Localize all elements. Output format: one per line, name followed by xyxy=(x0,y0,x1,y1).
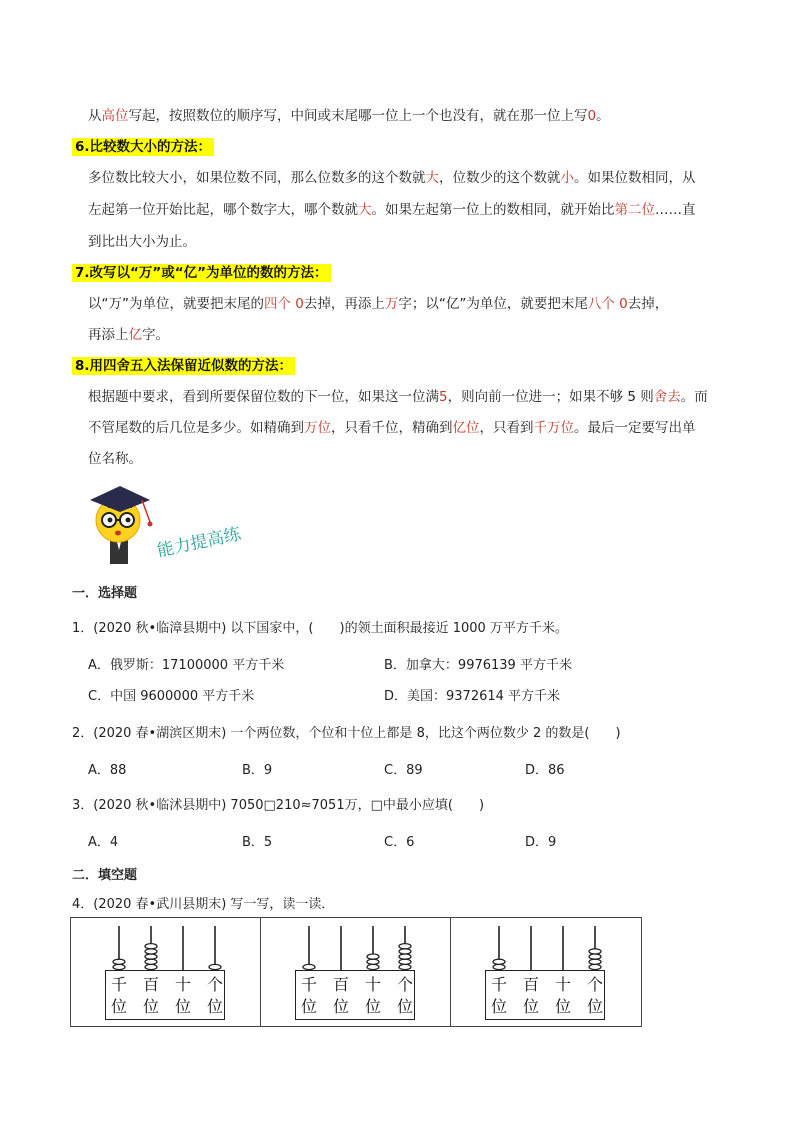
logo-title: 能力提高练 xyxy=(155,524,243,562)
highlight-text: 大 xyxy=(358,202,372,218)
q1-option-b[interactable]: B．加拿大：9976139 平方千米 xyxy=(384,658,572,673)
question-4-stem: 4．(2020 春•武川县期末) 写一写，读一读． xyxy=(72,897,335,912)
text: ，只看到 xyxy=(479,420,534,436)
text: 。最后一定要写出单 xyxy=(574,420,696,436)
place-label-top: 十 xyxy=(364,975,381,994)
text: 。如果位数相同，从 xyxy=(574,170,696,186)
text: 以“万”为单位，就要把末尾的 xyxy=(88,296,264,312)
s8-line-3: 位名称。 xyxy=(88,451,142,467)
text: 从 xyxy=(88,108,102,124)
section-7-heading xyxy=(72,261,331,281)
q1-option-a[interactable]: A．俄罗斯：17100000 平方千米 xyxy=(88,658,285,673)
s7-line-2 xyxy=(88,323,169,343)
section-8-heading xyxy=(72,354,295,374)
text: 根据题中要求，看到所要保留位数的下一位，如果这一位满 xyxy=(88,389,439,405)
highlight-text: 万位 xyxy=(304,420,331,436)
abacus-bead xyxy=(493,959,505,964)
text: ……直 xyxy=(655,202,696,218)
place-label-top: 十 xyxy=(174,975,191,994)
highlight-text: 八个 0 xyxy=(587,296,628,312)
abacus-bead xyxy=(145,959,157,964)
abacus-bead xyxy=(399,959,411,964)
s8-line-1 xyxy=(88,385,708,405)
place-label-top: 百 xyxy=(522,975,539,994)
q3-option-b[interactable]: B．5 xyxy=(242,835,273,850)
highlight-text: 第二位 xyxy=(614,202,655,218)
q2-option-b[interactable]: B．9 xyxy=(242,763,273,778)
text: ，位数少的这个数就 xyxy=(439,170,561,186)
abacus-bead xyxy=(145,944,157,949)
question-2-stem: 2．(2020 春•湖滨区期末) 一个两位数，个位和十位上都是 8，比这个两位数少 2 的数是( ) xyxy=(72,726,621,741)
abacus-bead xyxy=(113,964,125,969)
place-label-top: 百 xyxy=(332,975,349,994)
abacus-bead xyxy=(399,949,411,954)
abacus-empty-marker xyxy=(209,964,221,969)
text: 写起，按照数位的顺序写，中间或末尾哪一位上一个也没有，就在那一位上写 xyxy=(128,108,588,124)
abacus-bead xyxy=(113,959,125,964)
s7-line-1 xyxy=(88,292,668,312)
highlight-text: 0 xyxy=(587,108,597,124)
highlight-text: 高位 xyxy=(101,108,129,124)
highlight-text: 亿 xyxy=(128,327,142,343)
text: 。而 xyxy=(680,389,708,405)
q2-option-d[interactable]: D．86 xyxy=(525,763,565,778)
place-label-top: 千 xyxy=(110,975,127,994)
place-label-bottom: 位 xyxy=(110,997,127,1016)
abacus-bead xyxy=(303,964,315,969)
place-label-bottom: 位 xyxy=(490,997,507,1016)
abacus-bead xyxy=(589,959,601,964)
heading-text: 8.用四舍五入法保留近似数的方法： xyxy=(72,357,295,375)
place-label-bottom: 位 xyxy=(174,997,191,1016)
highlight-text: 舍去 xyxy=(653,389,681,405)
place-label-top: 个 xyxy=(206,975,223,994)
highlight-text: 大 xyxy=(425,170,439,186)
text: 再添上 xyxy=(88,327,129,343)
section-title-fill: 二．填空题 xyxy=(72,868,138,883)
text: 。如果左起第一位上的数相同，就开始比 xyxy=(371,202,615,218)
text: 多位数比较大小，如果位数不同，那么位数多的这个数就 xyxy=(88,170,426,186)
q2-option-c[interactable]: C．89 xyxy=(384,763,423,778)
abacus-rods xyxy=(261,918,450,974)
abacus-bead xyxy=(589,954,601,959)
place-label-top: 千 xyxy=(300,975,317,994)
text: ，则向前一位进一；如果不够 5 则 xyxy=(447,389,654,405)
question-1-stem: 1．(2020 秋•临漳县期中) 以下国家中，( )的领土面积最接近 1000 万平方千米。 xyxy=(72,621,568,636)
s6-line-1 xyxy=(88,166,696,186)
abacus-bead xyxy=(145,949,157,954)
q1-option-c[interactable]: C．中国 9600000 平方千米 xyxy=(88,689,255,704)
abacus-bead xyxy=(399,944,411,949)
abacus-bead xyxy=(399,954,411,959)
intro-paragraph xyxy=(88,104,610,124)
abacus-frame-2 xyxy=(260,918,450,1026)
section-6-heading xyxy=(72,135,214,155)
abacus-rods xyxy=(71,918,260,974)
place-label-top: 千 xyxy=(490,975,507,994)
graduate-mascot-icon xyxy=(80,478,160,568)
place-label-bottom: 位 xyxy=(300,997,317,1016)
s8-line-2 xyxy=(88,416,696,436)
abacus-bead xyxy=(399,964,411,969)
abacus-table xyxy=(70,917,642,1027)
highlight-text: 亿位 xyxy=(452,420,480,436)
place-label-bottom: 位 xyxy=(206,997,223,1016)
highlight-text: 5 xyxy=(439,389,448,405)
highlight-text: 小 xyxy=(560,170,574,186)
abacus-bead xyxy=(589,964,601,969)
q3-option-d[interactable]: D．9 xyxy=(525,835,557,850)
heading-text: 6.比较数大小的方法： xyxy=(72,138,214,156)
place-label-bottom: 位 xyxy=(522,997,539,1016)
abacus-bead xyxy=(367,964,379,969)
text: 不管尾数的后几位是多少。如精确到 xyxy=(88,420,304,436)
place-label-bottom: 位 xyxy=(364,997,381,1016)
highlight-text: 万 xyxy=(384,296,399,312)
place-label-bottom: 位 xyxy=(554,997,571,1016)
text: ，只看千位，精确到 xyxy=(331,420,453,436)
place-label-bottom: 位 xyxy=(396,997,413,1016)
text: 。 xyxy=(596,108,610,124)
abacus-bead xyxy=(145,954,157,959)
heading-text: 7.改写以“万”或“亿”为单位的数的方法： xyxy=(72,264,331,282)
place-label-top: 十 xyxy=(554,975,571,994)
place-label-bottom: 位 xyxy=(142,997,159,1016)
abacus-frame-3 xyxy=(450,918,640,1026)
s6-line-3: 到比出大小为止。 xyxy=(88,234,196,250)
abacus-bead xyxy=(145,964,157,969)
q3-option-c[interactable]: C．6 xyxy=(384,835,415,850)
section-title-choice: 一．选择题 xyxy=(72,586,138,601)
text: 左起第一位开始比起，哪个数字大，哪个数就 xyxy=(88,202,358,218)
q3-option-a[interactable]: A．4 xyxy=(88,835,119,850)
highlight-text: 四个 0 xyxy=(264,296,304,312)
abacus-bead xyxy=(493,964,505,969)
question-3-stem: 3．(2020 秋•临沭县期中) 7050□210≈7051万，□中最小应填( ) xyxy=(72,798,485,813)
highlight-text: 千万位 xyxy=(533,420,574,436)
abacus-bead xyxy=(367,954,379,959)
place-label-bottom: 位 xyxy=(586,997,603,1016)
place-label-top: 个 xyxy=(586,975,603,994)
abacus-bead xyxy=(367,959,379,964)
abacus-frame-1 xyxy=(71,918,260,1026)
place-label-top: 个 xyxy=(396,975,413,994)
text: 去掉， xyxy=(627,296,669,312)
text: 去掉，再添上 xyxy=(303,296,385,312)
s6-line-2 xyxy=(88,198,696,218)
text: 字；以“亿”为单位，就要把末尾 xyxy=(398,296,588,312)
text: 字。 xyxy=(142,327,169,343)
q1-option-d[interactable]: D．美国：9372614 平方千米 xyxy=(384,689,561,704)
place-label-top: 百 xyxy=(142,975,159,994)
abacus-bead xyxy=(589,949,601,954)
abacus-rods xyxy=(451,918,640,974)
q2-option-a[interactable]: A．88 xyxy=(88,763,127,778)
place-label-bottom: 位 xyxy=(332,997,349,1016)
